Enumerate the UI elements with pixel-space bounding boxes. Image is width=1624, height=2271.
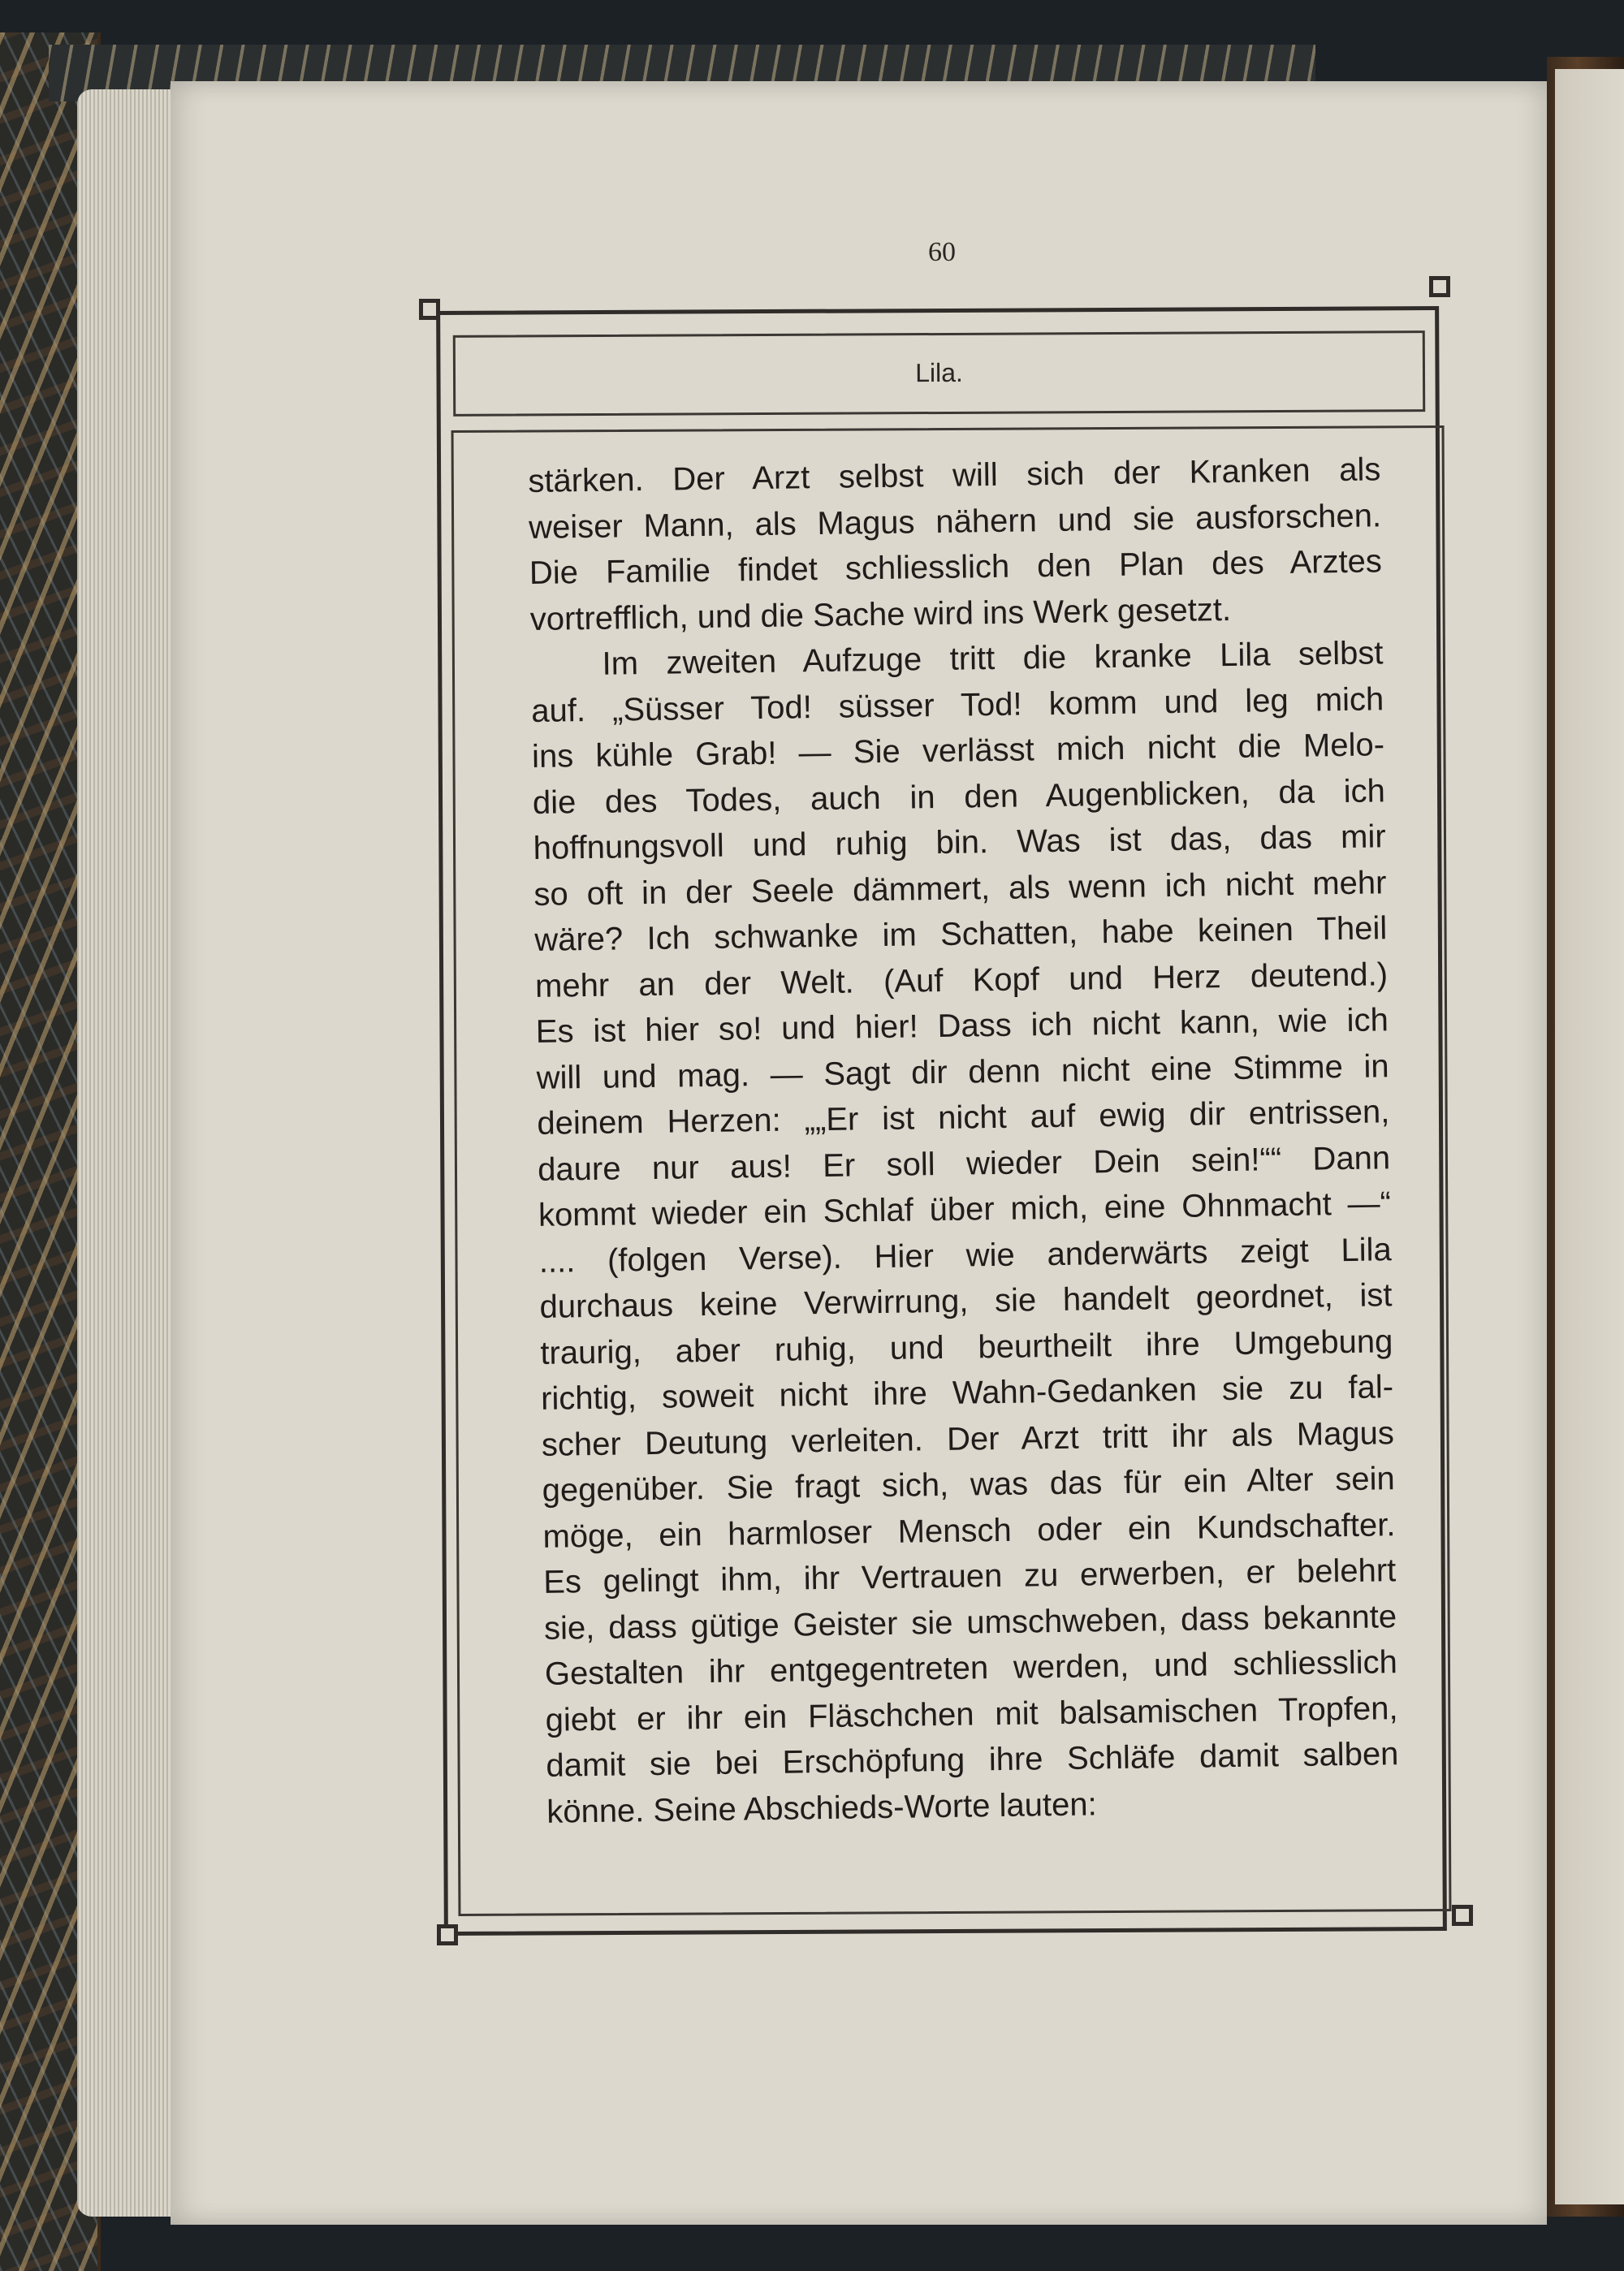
text-line: könne. Seine Abschieds-Worte lauten:: [546, 1785, 1097, 1830]
text-line: kommt wieder ein Schlaf über mich, eine Ohnmacht —“: [538, 1185, 1392, 1233]
text-line: mehr an der Welt. (Auf Kopf und Herz deutend.): [534, 956, 1389, 1004]
text-line: scher Deutung verleiten. Der Arzt tritt ihr als Magus: [541, 1414, 1395, 1463]
text-line: auf. „Süsser Tod! süsser Tod! komm und leg mich: [531, 680, 1384, 729]
text-line: Es gelingt ihm, ihr Vertrauen zu erwerben, er belehrt: [543, 1552, 1397, 1600]
frame-corner-top-right: [1429, 276, 1450, 297]
text-line: Im zweiten Aufzuge tritt die kranke Lila selbst: [602, 635, 1384, 682]
body-text: [528, 447, 1400, 1834]
page-stack-edges: [77, 89, 183, 2217]
text-line: sie, dass gütige Geister sie umschweben, dass bekannte: [543, 1598, 1397, 1647]
text-line: damit sie bei Erschöpfung ihre Schläfe damit salben: [546, 1736, 1399, 1784]
text-line: Die Familie findet schliesslich den Plan des Arztes: [529, 543, 1383, 591]
page-number: 60: [928, 237, 956, 267]
text-line: will und mag. — Sagt dir denn nicht eine Stimme in: [536, 1047, 1389, 1096]
text-line: wäre? Ich schwanke im Schatten, habe keinen Theil: [533, 910, 1388, 958]
frame-corner-bottom-right: [1452, 1905, 1473, 1926]
text-line: möge, ein harmloser Mensch oder ein Kundschafter.: [542, 1506, 1396, 1555]
text-line: ins kühle Grab! — Sie verlässt mich nicht die Melo-: [531, 727, 1385, 775]
text-line: gegenüber. Sie fragt sich, was das für ein Alter sein: [542, 1461, 1395, 1509]
frame-corner-bottom-left: [437, 1924, 458, 1945]
text-line: deinem Herzen: „„Er ist nicht auf ewig dir entrissen,: [537, 1094, 1390, 1142]
text-line: traurig, aber ruhig, und beurtheilt ihre Umgebung: [540, 1323, 1393, 1371]
frame-corner-top-left: [419, 299, 440, 320]
text-line: hoffnungsvoll und ruhig bin. Was ist das, das mir: [533, 818, 1386, 866]
text-line: weiser Mann, als Magus nähern und sie ausforschen.: [528, 497, 1382, 546]
text-line: so oft in der Seele dämmert, als wenn ich nicht mehr: [533, 864, 1387, 913]
text-line: daure nur aus! Er soll wieder Dein sein!““ Dann: [537, 1139, 1391, 1188]
text-line: durchaus keine Verwirrung, sie handelt geordnet, ist: [539, 1277, 1393, 1325]
facing-page-edge: [1555, 69, 1624, 2204]
running-header-box: [453, 330, 1425, 417]
text-line: Es ist hier so! und hier! Dass ich nicht kann, wie ich: [535, 1002, 1389, 1050]
text-line: vortrefflich, und die Sache wird ins Werk gesetzt.: [529, 591, 1232, 637]
text-line: .... (folgen Verse). Hier wie anderwärts zeigt Lila: [538, 1231, 1393, 1280]
running-title: Lila.: [915, 357, 963, 388]
text-line: giebt er ihr ein Fläschchen mit balsamischen Tropfen,: [545, 1690, 1398, 1738]
text-line: die des Todes, auch in den Augenblicken, da ich: [532, 772, 1386, 821]
text-line: stärken. Der Arzt selbst will sich der Kranken als: [528, 451, 1381, 499]
text-line: richtig, soweit nicht ihre Wahn-Gedanken sie zu fal-: [540, 1369, 1394, 1417]
text-line: Gestalten ihr entgegentreten werden, und schliesslich: [544, 1644, 1398, 1692]
